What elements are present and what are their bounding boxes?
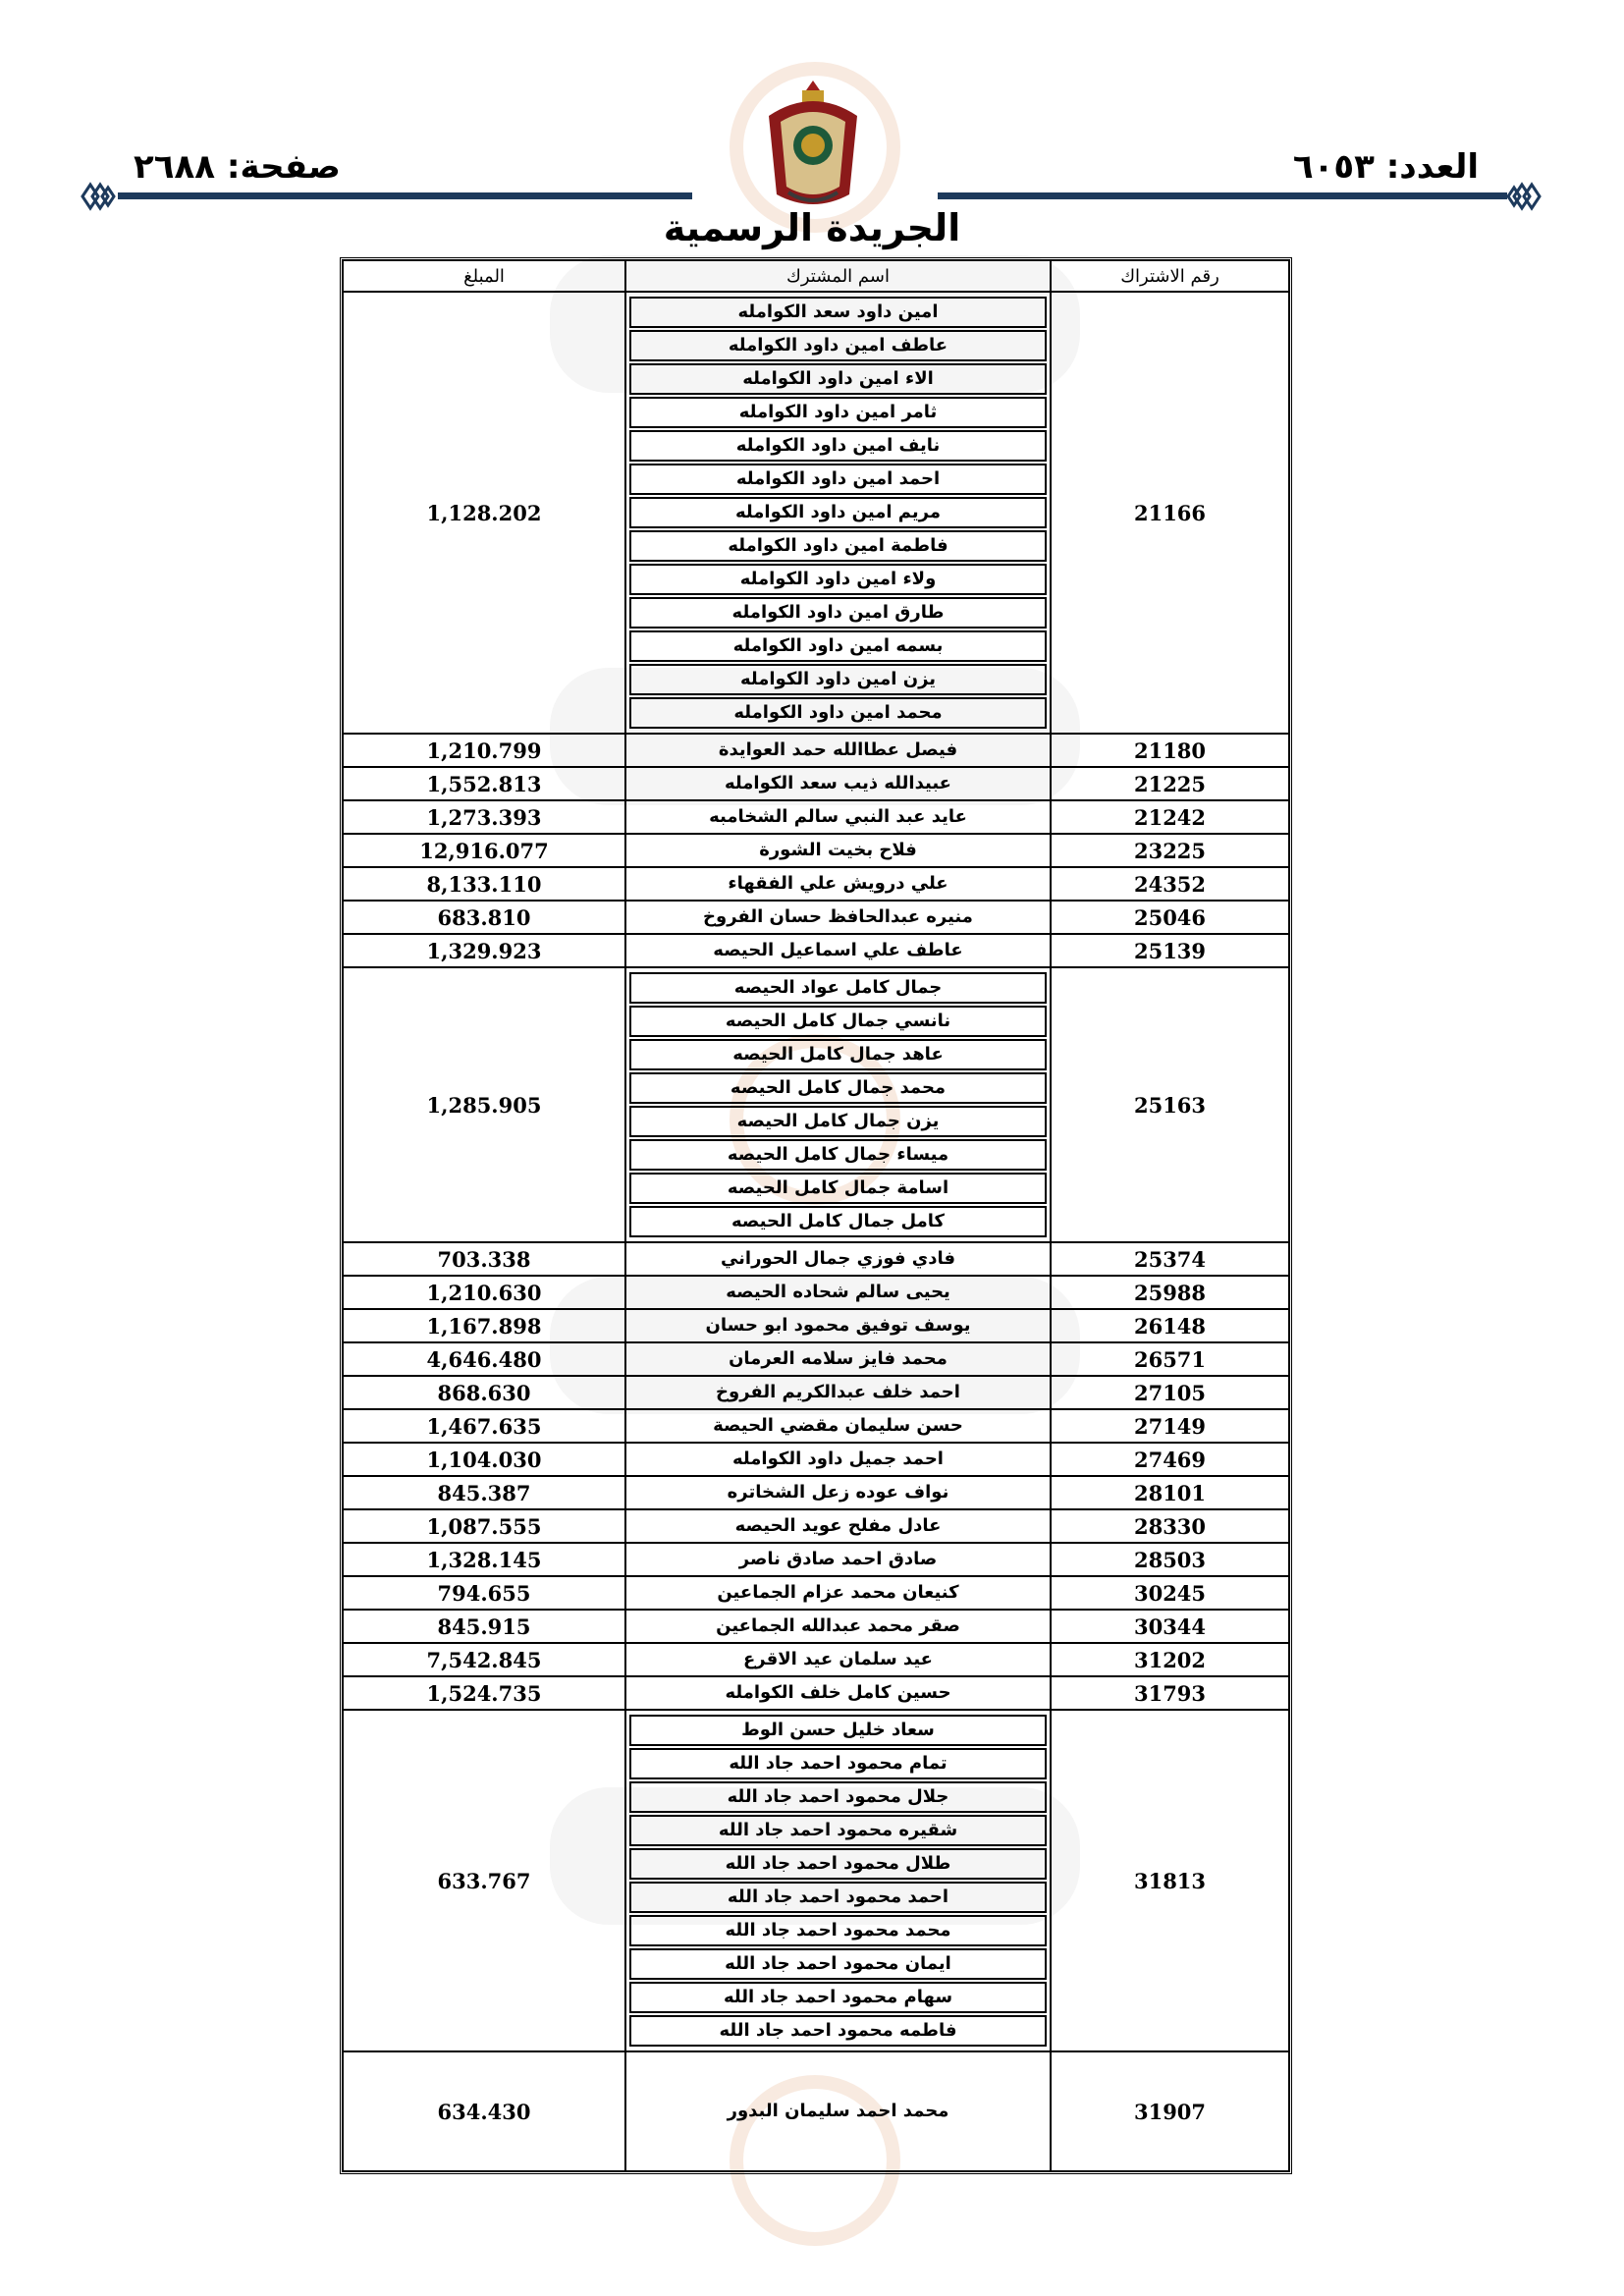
subscription-number: 21180 [1051, 734, 1289, 767]
subscription-number: 31813 [1051, 1710, 1289, 2051]
subscriber-name: حسين كامل خلف الكوامله [625, 1676, 1051, 1710]
subscriber-name: سهام محمود احمد جاد الله [629, 1982, 1047, 2013]
subscriber-name: فاطمه محمود احمد جاد الله [629, 2015, 1047, 2047]
subscriber-name: نواف عوده زعل الشخاتره [625, 1476, 1051, 1509]
table-row [343, 800, 1289, 834]
amount: 794.655 [343, 1576, 625, 1610]
subscription-number: 28101 [1051, 1476, 1289, 1509]
subscriber-name: فلاح بخيت الشورة [625, 834, 1051, 867]
amount: 7,542.845 [343, 1643, 625, 1676]
subscriber-name: كامل جمال كامل الحيصه [629, 1206, 1047, 1237]
amount: 868.630 [343, 1376, 625, 1409]
amount: 1,128.202 [343, 292, 625, 734]
subscription-number: 31793 [1051, 1676, 1289, 1710]
subscription-number: 25374 [1051, 1242, 1289, 1276]
subscriber-name: ولاء امين داود الكوامله [629, 564, 1047, 595]
amount: 1,104.030 [343, 1443, 625, 1476]
subscriber-name: عبيدالله ذيب سعد الكوامله [625, 767, 1051, 800]
header-amount: المبلغ [343, 260, 625, 292]
table-row [343, 1376, 1289, 1409]
subscriber-name: ايمان محمود احمد جاد الله [629, 1948, 1047, 1980]
subscription-number: 21225 [1051, 767, 1289, 800]
amount: 1,328.145 [343, 1543, 625, 1576]
table-row [343, 292, 1289, 734]
subscriber-name: يزن امين داود الكوامله [629, 664, 1047, 695]
subscriber-names-group [625, 967, 1051, 1242]
subscriber-name: صادق احمد صادق ناصر [625, 1543, 1051, 1576]
header-rule-left [118, 192, 692, 199]
subscriber-name: صقر محمد عبدالله الجماعين [625, 1610, 1051, 1643]
amount: 1,167.898 [343, 1309, 625, 1342]
subscriber-name: اسامة جمال كامل الحيصه [629, 1173, 1047, 1204]
table-row [343, 1276, 1289, 1309]
subscription-number: 30344 [1051, 1610, 1289, 1643]
table-row [343, 1242, 1289, 1276]
table-row [343, 901, 1289, 934]
subscriber-name: بسمه امين داود الكوامله [629, 630, 1047, 662]
table-row [343, 734, 1289, 767]
subscriber-name: فاطمة امين داود الكوامله [629, 530, 1047, 562]
subscription-number: 25988 [1051, 1276, 1289, 1309]
coat-of-arms-emblem [759, 77, 867, 214]
subscriber-name: نايف امين داود الكوامله [629, 430, 1047, 462]
table-row [343, 967, 1289, 1242]
subscriber-name: كنيعان محمد عزام الجماعين [625, 1576, 1051, 1610]
subscriber-name: احمد محمود احمد جاد الله [629, 1882, 1047, 1913]
subscription-number: 30245 [1051, 1576, 1289, 1610]
subscription-number: 31202 [1051, 1643, 1289, 1676]
subscription-number: 25163 [1051, 967, 1289, 1242]
table-row [343, 1409, 1289, 1443]
subscription-number: 21242 [1051, 800, 1289, 834]
table-row [343, 767, 1289, 800]
table-row [343, 1676, 1289, 1710]
subscriber-name: جلال محمود احمد جاد الله [629, 1781, 1047, 1813]
subscriber-name: طلال محمود احمد جاد الله [629, 1848, 1047, 1880]
subscriber-name: فيصل عطاالله حمد العوايدة [625, 734, 1051, 767]
header-subscription: رقم الاشتراك [1051, 260, 1289, 292]
subscriber-name: يوسف توفيق محمود ابو حسان [625, 1309, 1051, 1342]
subscriber-names-group [625, 292, 1051, 734]
subscriber-name: امين داود سعد الكوامله [629, 297, 1047, 328]
subscription-number: 26148 [1051, 1309, 1289, 1342]
table-row [343, 1543, 1289, 1576]
table-body [343, 292, 1289, 2171]
subscriber-name: يحيى سالم شحاده الحيصه [625, 1276, 1051, 1309]
amount: 1,087.555 [343, 1509, 625, 1543]
amount: 4,646.480 [343, 1342, 625, 1376]
subscriber-name: محمد امين داود الكوامله [629, 697, 1047, 729]
amount: 1,285.905 [343, 967, 625, 1242]
subscription-number: 24352 [1051, 867, 1289, 901]
subscribers-table [340, 257, 1292, 2174]
amount: 634.430 [343, 2051, 625, 2171]
subscription-number: 28503 [1051, 1543, 1289, 1576]
subscriber-name: ثامر امين داود الكوامله [629, 397, 1047, 428]
table-row [343, 1476, 1289, 1509]
header-rule-right [938, 192, 1507, 199]
amount: 8,133.110 [343, 867, 625, 901]
table-row [343, 867, 1289, 901]
subscriber-name: عيد سلمان عيد الاقرع [625, 1643, 1051, 1676]
subscriber-name: يزن جمال كامل الحيصه [629, 1106, 1047, 1137]
subscriber-name: الاء امين داود الكوامله [629, 363, 1047, 395]
subscription-number: 23225 [1051, 834, 1289, 867]
subscriber-name: عاطف علي اسماعيل الحيصه [625, 934, 1051, 967]
table-row [343, 2051, 1289, 2171]
table-row [343, 934, 1289, 967]
subscription-number: 31907 [1051, 2051, 1289, 2171]
subscription-number: 25046 [1051, 901, 1289, 934]
subscriber-name: احمد امين داود الكوامله [629, 464, 1047, 495]
amount: 703.338 [343, 1242, 625, 1276]
subscriber-name: منيره عبدالحافظ حسان الفروخ [625, 901, 1051, 934]
amount: 1,210.799 [343, 734, 625, 767]
amount: 845.387 [343, 1476, 625, 1509]
subscriber-name: حسن سليمان مقضي الحيصة [625, 1409, 1051, 1443]
table-row [343, 1342, 1289, 1376]
subscription-number: 27469 [1051, 1443, 1289, 1476]
subscriber-name: محمد جمال كامل الحيصه [629, 1072, 1047, 1104]
table-row [343, 1443, 1289, 1476]
subscriber-name: علي درويش علي الفقهاء [625, 867, 1051, 901]
subscriber-name: مريم امين داود الكوامله [629, 497, 1047, 528]
amount: 1,329.923 [343, 934, 625, 967]
amount: 12,916.077 [343, 834, 625, 867]
subscription-number: 28330 [1051, 1509, 1289, 1543]
table-row [343, 1610, 1289, 1643]
table-row [343, 1643, 1289, 1676]
amount: 1,524.735 [343, 1676, 625, 1710]
subscriber-name: تمام محمود احمد جاد الله [629, 1748, 1047, 1779]
table-row [343, 1710, 1289, 2051]
amount: 1,273.393 [343, 800, 625, 834]
subscription-number: 27149 [1051, 1409, 1289, 1443]
amount: 1,467.635 [343, 1409, 625, 1443]
amount: 1,552.813 [343, 767, 625, 800]
table-row [343, 834, 1289, 867]
subscriber-name: شقيره محمود احمد جاد الله [629, 1815, 1047, 1846]
subscriber-name: عاطف امين داود الكوامله [629, 330, 1047, 361]
subscriber-name: محمد احمد سليمان البدور [625, 2051, 1051, 2171]
subscriber-name: محمد فايز سلامه العرمان [625, 1342, 1051, 1376]
subscriber-name: عايد عبد النبي سالم الشخامبه [625, 800, 1051, 834]
amount: 633.767 [343, 1710, 625, 2051]
subscriber-names-group [625, 1710, 1051, 2051]
page-number: صفحة: ٢٦٨٨ [134, 147, 341, 187]
table-row [343, 1309, 1289, 1342]
subscriber-name: محمد محمود احمد جاد الله [629, 1915, 1047, 1946]
subscription-number: 25139 [1051, 934, 1289, 967]
table-header-row [343, 260, 1289, 292]
subscription-number: 21166 [1051, 292, 1289, 734]
subscription-number: 26571 [1051, 1342, 1289, 1376]
subscriber-name: عادل مفلح عويد الحيصه [625, 1509, 1051, 1543]
subscriber-name: عاهد جمال كامل الحيصه [629, 1039, 1047, 1070]
subscriber-name: نانسي جمال كامل الحيصه [629, 1006, 1047, 1037]
amount: 845.915 [343, 1610, 625, 1643]
subscriber-name: سعاد خليل حسن الوط [629, 1715, 1047, 1746]
table-row [343, 1576, 1289, 1610]
table-row [343, 1509, 1289, 1543]
issue-number: العدد: ٦٠٥٣ [1292, 147, 1479, 187]
subscriber-name: جمال كامل عواد الحيصه [629, 972, 1047, 1004]
amount: 683.810 [343, 901, 625, 934]
amount: 1,210.630 [343, 1276, 625, 1309]
subscriber-name: احمد خلف عبدالكريم الفروخ [625, 1376, 1051, 1409]
subscriber-name: احمد جميل داود الكوامله [625, 1443, 1051, 1476]
subscriber-name: ميساء جمال كامل الحيصه [629, 1139, 1047, 1171]
gazette-title: الجريدة الرسمية [663, 206, 961, 249]
subscriber-name: طارق امين داود الكوامله [629, 597, 1047, 629]
subscriber-name: فادي فوزي جمال الحوراني [625, 1242, 1051, 1276]
header-name: اسم المشترك [625, 260, 1051, 292]
subscription-number: 27105 [1051, 1376, 1289, 1409]
